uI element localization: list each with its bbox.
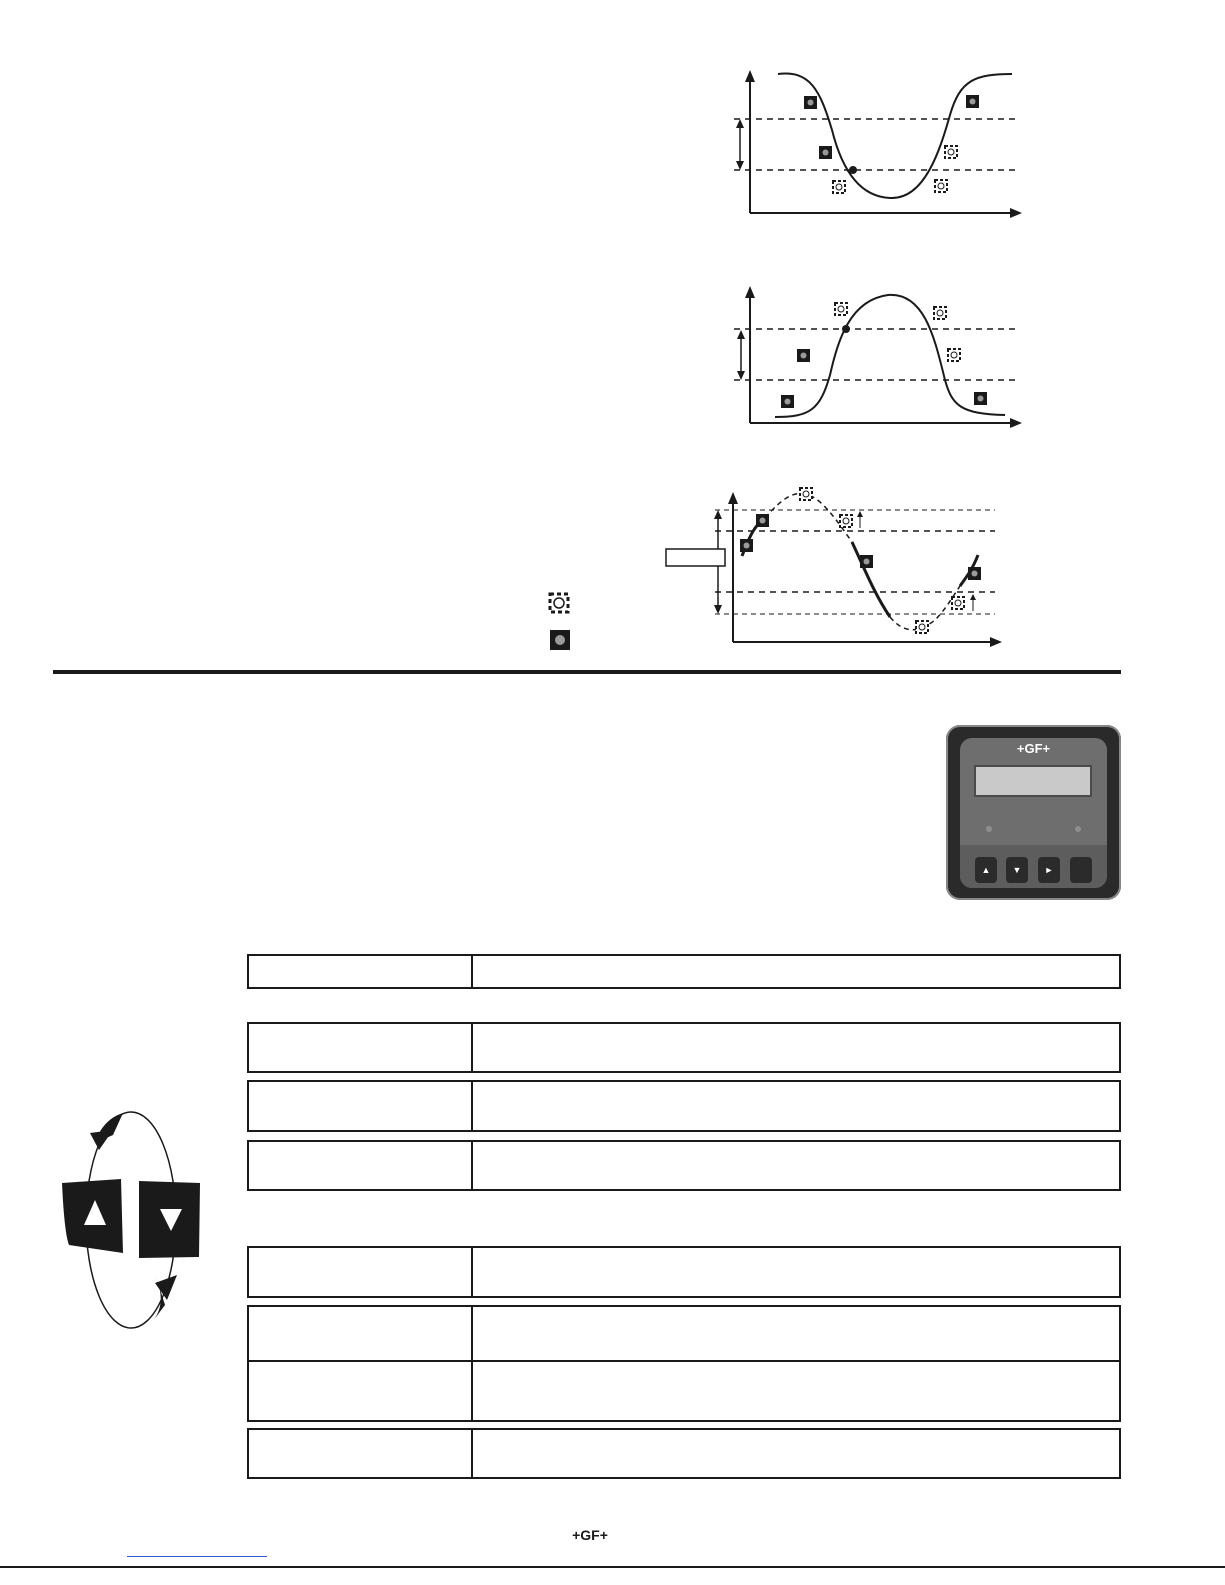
relay-on-icon: [756, 514, 769, 527]
relay-on-icon: [966, 95, 979, 108]
keypad: [960, 845, 1107, 888]
relay-off-icon: [548, 592, 570, 614]
window-mode-diagram: [660, 480, 1010, 650]
instrument-face: [960, 738, 1107, 888]
up-key-icon: ▲: [975, 857, 997, 883]
relay-off-icon: [833, 181, 845, 193]
relay-off-icon: [935, 180, 947, 192]
relay-on-icon: [797, 349, 810, 362]
lcd-display: [974, 765, 1092, 797]
relay-on-icon: [968, 567, 981, 580]
status-led-left: [986, 826, 992, 832]
relay-off-icon: [800, 488, 812, 500]
table-row: [247, 954, 1121, 989]
hysteresis-diagram-low: [720, 60, 1030, 230]
enter-key-icon: [1070, 857, 1092, 883]
table-row: [247, 1428, 1121, 1479]
relay-off-icon: [835, 303, 847, 315]
relay-on-icon: [860, 555, 873, 568]
footer-link-underline[interactable]: [127, 1556, 267, 1557]
brand-logo: +GF+: [1016, 741, 1051, 756]
table-row: [247, 1140, 1121, 1191]
right-key-icon: ►: [1038, 857, 1060, 883]
relay-on-icon: [974, 392, 987, 405]
relay-off-icon: [916, 621, 928, 633]
footer-rule: [0, 1566, 1225, 1568]
relay-off-icon: [945, 146, 957, 158]
relay-off-icon: [952, 597, 964, 609]
relay-on-icon: [804, 96, 817, 109]
down-arrow-key-icon: [139, 1181, 200, 1258]
relay-on-icon: [740, 539, 753, 552]
relay-off-icon: [948, 349, 960, 361]
table-row: [247, 1080, 1121, 1132]
relay-on-icon: [549, 629, 571, 651]
up-arrow-key-icon: [62, 1179, 123, 1253]
hysteresis-diagram-high: [720, 280, 1030, 435]
relay-off-icon: [840, 515, 852, 527]
section-divider: [53, 670, 1121, 674]
scroll-keys-illustration: [55, 1105, 210, 1335]
down-key-icon: ▼: [1006, 857, 1028, 883]
instrument-illustration: [946, 725, 1121, 900]
relay-on-icon: [781, 395, 794, 408]
window-label-box: [666, 549, 725, 566]
table-row: [247, 1305, 1121, 1422]
table-row: [247, 1246, 1121, 1298]
footer-brand-logo: +GF+: [572, 1527, 608, 1543]
status-led-right: [1075, 826, 1081, 832]
relay-on-icon: [819, 146, 832, 159]
relay-off-icon: [934, 307, 946, 319]
table-row: [247, 1022, 1121, 1073]
